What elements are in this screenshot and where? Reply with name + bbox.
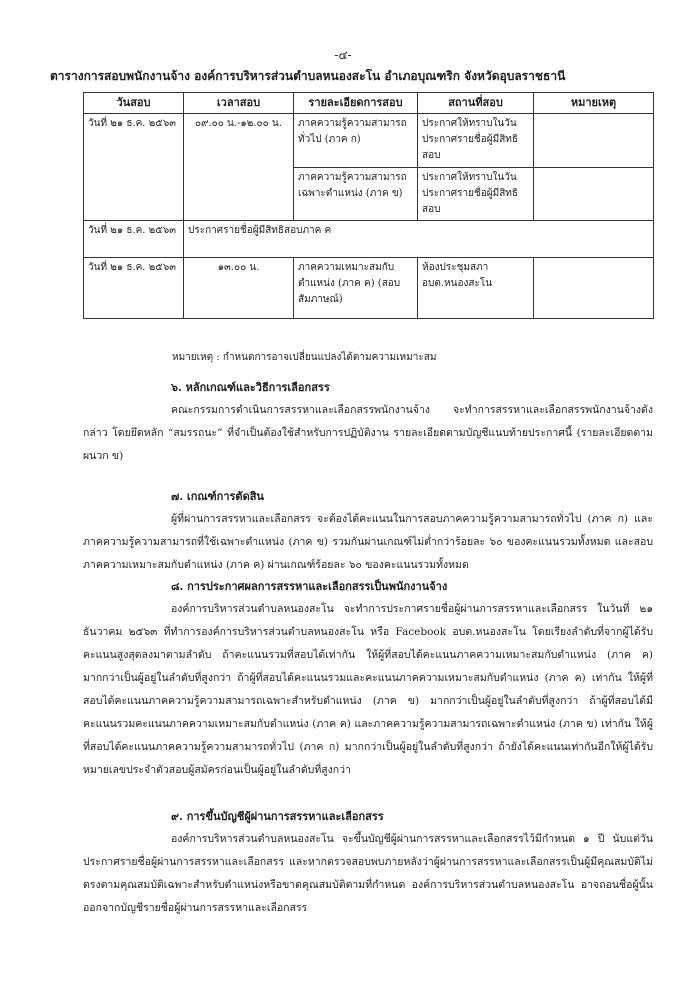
table-row (84, 258, 654, 319)
table-row (84, 114, 654, 168)
section-judging-criteria (83, 486, 653, 577)
column-header-exam-time: เวลาสอบ (184, 93, 294, 114)
exam-detail-cell: ภาคความรู้ความสามารถทั่วไป (ภาค ก) (294, 114, 418, 168)
section-body: องค์การบริหารส่วนตำบลหนองสะโน จะทำการประกาศรายชื่อผู้ผ่านการสรรหาและเลือกสรร ในวันที่ ๒๑ ธันวาคม ๒๕๖๓ ที่ทำการองค์การบริหารส่วนตำบลหนองสะโน หรือ Facebook อบต.หนองสะโน โดยเรียงลำดับที่จากผู้ได้รับคะแนนสูงสุดลงมาตามลำดับ ถ้าคะแนนรวมที่สอบได้เท่ากัน ให้ผู้ที่สอบได้คะแนนภาคความเหมาะสมกับตำแหน่ง (ภาค ค) มากกว่าเป็นผู้อยู่ในลำดับที่สูงกว่า ถ้าผู้ที่สอบได้คะแนนรวมและคะแนนภาคความเหมาะสมกับตำแหน่ง (ภาค ค) เท่ากัน ให้ผู้ที่สอบได้คะแนนภาคความรู้ความสามารถเฉพาะสำหรับตำแหน่ง (ภาค ข) มากกว่าเป็นผู้อยู่ในลำดับที่สูงกว่า ถ้าผู้ที่สอบได้มีคะแนนรวมคะแนนภาคความเหมาะสมกับตำแหน่ง (ภาค ค) และภาคความรู้ความสามารถเฉพาะตำแหน่ง (ภาค ข) เท่ากัน ให้ผู้ที่สอบได้คะแนนภาคความรู้ความสามารถทั่วไป (ภาค ก) มากกว่าเป็นผู้อยู่ในลำดับที่สูงกว่า ถ้ายังได้คะแนนเท่ากันอีกให้ผู้ได้รับหมายเลขประจำตัวสอบผู้สมัครก่อนเป็นผู้อยู่ในลำดับที่สูงกว่า (83, 603, 653, 776)
section-heading: ๙. การขึ้นบัญชีผู้ผ่านการสรรหาและเลือกสรร (171, 810, 384, 823)
exam-date-cell: วันที่ ๒๑ ธ.ค. ๒๕๖๓ (84, 221, 184, 258)
section-heading: ๖. หลักเกณฑ์และวิธีการเลือกสรร (171, 381, 330, 394)
page-number: -๔- (334, 48, 352, 62)
exam-time-cell: ๑๓.๐๐ น. (184, 258, 294, 319)
remarks-cell (534, 114, 654, 168)
exam-date-cell: วันที่ ๒๑ ธ.ค. ๒๕๖๓ (84, 114, 184, 221)
remarks-cell (534, 258, 654, 319)
document-title: ตารางการสอบพนักงานจ้าง องค์การบริหารส่วนตำบลหนองสะโน อำเภอบุณฑริก จังหวัดอุบลราชธานี (50, 69, 566, 83)
table-remark: หมายเหตุ : กำหนดการอาจเปลี่ยนแปลงได้ตามความเหมาะสม (172, 352, 437, 363)
column-header-exam-detail: รายละเอียดการสอบ (294, 93, 418, 114)
exam-place-cell: ห้องประชุมสภา อบต.หนองสะโน (418, 258, 534, 319)
exam-place-cell: ประกาศให้ทราบในวันประกาศรายชื่อผู้มีสิทธิสอบ (418, 114, 534, 168)
announcement-cell: ประกาศรายชื่อผู้มีสิทธิสอบภาค ค (184, 221, 654, 258)
table-header-row (84, 93, 654, 114)
column-header-exam-date: วันสอบ (84, 93, 184, 114)
section-heading: ๘. การประกาศผลการสรรหาและเลือกสรรเป็นพนักงานจ้าง (171, 580, 448, 593)
section-heading: ๗. เกณฑ์การตัดสิน (171, 490, 264, 503)
column-header-remarks: หมายเหตุ (534, 93, 654, 114)
remarks-cell (534, 167, 654, 221)
section-body: คณะกรรมการดำเนินการสรรหาและเลือกสรรพนักงานจ้าง จะทำการสรรหาและเลือกสรรพนักงานจ้างดังกล่าว โดยยึดหลัก “สมรรถนะ” ที่จำเป็นต้องใช้สำหรับการปฏิบัติงาน รายละเอียดตามบัญชีแนบท้ายประกาศนี้ (รายละเอียดตาม ผนวก ข) (83, 404, 653, 462)
section-result-announcement (83, 576, 653, 782)
section-body: ผู้ที่ผ่านการสรรหาและเลือกสรร จะต้องได้คะแนนในการสอบภาคความรู้ความสามารถทั่วไป (ภาค ก) และภาคความรู้ความสามารถที่ใช้เฉพาะตำแหน่ง (ภาค ข) รวมกันผ่านเกณฑ์ไม่ต่ำกว่าร้อยละ ๖๐ ของคะแนนรวมทั้งหมด และสอบภาคความเหมาะสมกับตำแหน่ง (ภาค ค) ผ่านเกณฑ์ร้อยละ ๖๐ ของคะแนนรวมทั้งหมด (83, 513, 653, 571)
column-header-exam-place: สถานที่สอบ (418, 93, 534, 114)
exam-place-cell: ประกาศให้ทราบในวันประกาศรายชื่อผู้มีสิทธิสอบ (418, 167, 534, 221)
exam-detail-cell: ภาคความรู้ความสามารถเฉพาะตำแหน่ง (ภาค ข) (294, 167, 418, 221)
section-selection-criteria (83, 377, 653, 468)
exam-detail-cell: ภาคความเหมาะสมกับตำแหน่ง (ภาค ค) (สอบสัมภาษณ์) (294, 258, 418, 319)
exam-schedule-table (83, 92, 654, 319)
section-candidate-list (83, 806, 653, 920)
exam-date-cell: วันที่ ๒๑ ธ.ค. ๒๕๖๓ (84, 258, 184, 319)
exam-time-cell: ๐๙.๐๐ น.-๑๒.๐๐ น. (184, 114, 294, 221)
table-row (84, 221, 654, 258)
section-body: องค์การบริหารส่วนตำบลหนองสะโน จะขึ้นบัญชีผู้ผ่านการสรรหาและเลือกสรรไว้มีกำหนด ๑ ปี นับแต่วันประกาศรายชื่อผู้ผ่านการสรรหาและเลือกสรร และหากตรวจสอบพบภายหลังว่าผู้ผ่านการสรรหาและเลือกสรรเป็นผู้มีคุณสมบัติไม่ตรงตามคุณสมบัติเฉพาะสำหรับตำแหน่งหรือขาดคุณสมบัติตามที่กำหนด องค์การบริหารส่วนตำบลหนองสะโน อาจถอนชื่อผู้นั้นออกจากบัญชีรายชื่อผู้ผ่านการสรรหาและเลือกสรร (83, 833, 653, 914)
